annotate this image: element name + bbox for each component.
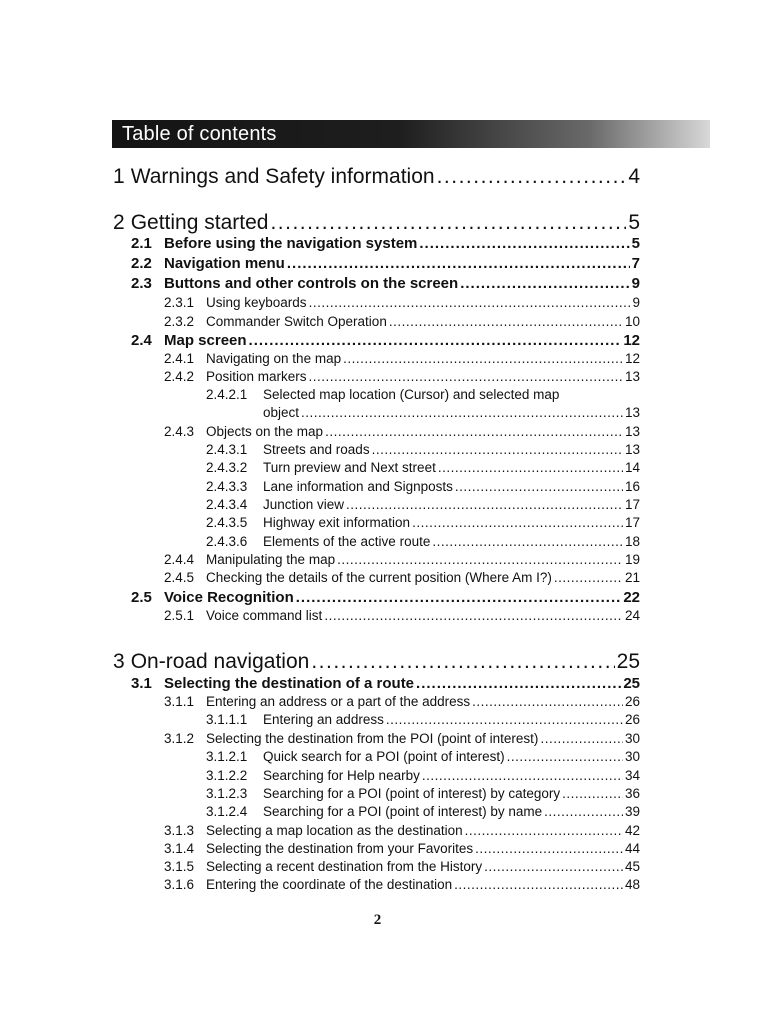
toc-entry-title: Turn preview and Next street (263, 460, 436, 475)
dot-leader (270, 210, 626, 236)
dot-leader (311, 649, 614, 675)
dot-leader (419, 234, 629, 254)
toc-entry-title: Buttons and other controls on the screen (164, 275, 459, 292)
dot-leader (460, 274, 629, 294)
toc-entry-2-4-2-1-cont[interactable] (263, 404, 640, 422)
toc-entry-number: 3.1.2.3 (206, 786, 248, 801)
toc-entry-page: 19 (624, 552, 640, 567)
dot-leader (343, 350, 623, 368)
toc-entry-title: Highway exit information (263, 515, 411, 530)
toc-entry-title: Selecting a recent destination from the History (206, 859, 483, 874)
toc-entry-title: Voice command list (206, 608, 323, 623)
toc-entry-3-1-1[interactable] (164, 693, 640, 711)
toc-entry-2-4-4[interactable] (164, 551, 640, 569)
toc-entry-page: 5 (628, 211, 640, 234)
toc-entry-number: 3.1.4 (164, 841, 195, 856)
toc-entry-page: 10 (624, 314, 640, 329)
toc-entry-title: Selecting the destination of a route (164, 675, 415, 692)
toc-entry-page: 13 (624, 369, 640, 384)
dot-leader (287, 254, 630, 274)
dot-leader (389, 313, 623, 331)
toc-entry-number: 2.3 (131, 275, 152, 292)
toc-entry-number: 2.4.5 (164, 570, 195, 585)
toc-entry-2-4-3-6[interactable] (206, 533, 640, 551)
toc-entry-page: 16 (624, 479, 640, 494)
toc-entry-title: Entering the coordinate of the destination (206, 877, 453, 892)
toc-entry-3-1-2[interactable] (164, 730, 640, 748)
toc-entry-page: 25 (616, 650, 640, 673)
toc-entry-title: Entering an address or a part of the address (206, 694, 471, 709)
toc-entry-page: 26 (624, 712, 640, 727)
toc-entry-1[interactable] (113, 164, 640, 190)
toc-entry-3-1-2-4[interactable] (206, 803, 640, 821)
toc-entry-title: Entering an address (263, 712, 384, 727)
toc-entry-page: 9 (632, 295, 640, 310)
toc-entry-title: Streets and roads (263, 442, 370, 457)
toc-entry-number: 2.4.3.3 (206, 479, 248, 494)
dot-leader (454, 876, 623, 894)
toc-entry-title: Before using the navigation system (164, 235, 418, 252)
toc-entry-3-1-1-1[interactable] (206, 711, 640, 729)
toc-entry-2-4-3-4[interactable] (206, 496, 640, 514)
toc-entry-page: 48 (624, 877, 640, 892)
toc-entry-2-4-3-3[interactable] (206, 478, 640, 496)
dot-leader (386, 711, 623, 729)
toc-entry-title: Selected map location (Cursor) and selected map (263, 387, 560, 402)
toc-entry-title: Commander Switch Operation (206, 314, 387, 329)
toc-entry-title: Map screen (164, 332, 247, 349)
dot-leader (416, 674, 621, 694)
dot-leader (249, 331, 622, 351)
toc-entry-title: Selecting the destination from your Favorites (206, 841, 474, 856)
toc-entry-title: Manipulating the map (206, 552, 336, 567)
toc-entry-3-1-2-1[interactable] (206, 748, 640, 766)
toc-entry-2-1[interactable] (131, 234, 640, 254)
dot-leader (437, 164, 627, 190)
toc-entry-page: 22 (623, 589, 640, 606)
toc-entry-page: 5 (631, 235, 640, 252)
toc-entry-page: 14 (624, 460, 640, 475)
dot-leader (346, 496, 623, 514)
toc-entry-page: 4 (628, 165, 640, 188)
toc-entry-2-4[interactable] (131, 331, 640, 351)
toc-entry-number: 1 (113, 165, 125, 188)
toc-entry-2-4-5[interactable] (164, 569, 640, 587)
dot-leader (438, 459, 623, 477)
toc-entry-page: 13 (624, 442, 640, 457)
toc-entry-number: 2.4.3.4 (206, 497, 248, 512)
dot-leader (554, 569, 623, 587)
toc-entry-number: 3.1.1.1 (206, 712, 248, 727)
toc-entry-2-2[interactable] (131, 254, 640, 274)
toc-header-bar (112, 120, 710, 148)
toc-entry-2-3-2[interactable] (164, 313, 640, 331)
toc-entry-2-3[interactable] (131, 274, 640, 294)
dot-leader (412, 514, 623, 532)
toc-entry-title: On-road navigation (130, 650, 310, 673)
toc-entry-3-1-3[interactable] (164, 822, 640, 840)
dot-leader (372, 441, 623, 459)
toc-entry-3-1[interactable] (131, 674, 640, 694)
toc-entry-number: 3.1.2.2 (206, 768, 248, 783)
toc-entry-3-1-5[interactable] (164, 858, 640, 876)
toc-entry-number: 3.1 (131, 675, 152, 692)
toc-entry-number: 3.1.2.1 (206, 749, 248, 764)
toc-entry-page: 12 (623, 332, 640, 349)
toc-entry-number: 2 (113, 211, 125, 234)
toc-entry-2[interactable] (113, 210, 640, 236)
toc-entry-3[interactable] (113, 649, 640, 675)
toc-entry-title: Junction view (263, 497, 345, 512)
toc-entry-page: 36 (624, 786, 640, 801)
dot-leader (296, 588, 622, 608)
toc-entry-title: Getting started (130, 211, 269, 234)
toc-entry-number: 3.1.6 (164, 877, 195, 892)
page-title: Table of contents (122, 123, 277, 145)
toc-entry-2-4-3[interactable] (164, 423, 640, 441)
toc-entry-title: Lane information and Signposts (263, 479, 453, 494)
toc-entry-number: 3 (113, 650, 125, 673)
toc-entry-page: 17 (624, 497, 640, 512)
dot-leader (301, 404, 623, 422)
dot-leader (455, 478, 623, 496)
toc-entry-2-4-2[interactable] (164, 368, 640, 386)
toc-entry-page: 17 (624, 515, 640, 530)
toc-entry-page: 34 (624, 768, 640, 783)
toc-entry-2-5[interactable] (131, 588, 640, 608)
toc-entry-2-5-1[interactable] (164, 607, 640, 625)
toc-entry-page: 7 (631, 255, 640, 272)
toc-entry-title: Navigating on the map (206, 351, 342, 366)
toc-entry-number: 2.4.3.5 (206, 515, 248, 530)
toc-entry-title-continued: object (263, 405, 300, 420)
toc-entry-title: Position markers (206, 369, 307, 384)
toc-entry-title: Searching for a POI (point of interest) by category (263, 786, 561, 801)
toc-entry-2-4-2-1[interactable] (206, 386, 559, 404)
toc-entry-number: 2.5 (131, 589, 152, 606)
toc-entry-number: 3.1.5 (164, 859, 195, 874)
toc-entry-page: 9 (631, 275, 640, 292)
toc-entry-3-1-2-2[interactable] (206, 767, 640, 785)
toc-entry-title: Selecting a map location as the destination (206, 823, 463, 838)
toc-entry-number: 3.1.3 (164, 823, 195, 838)
dot-leader (309, 368, 623, 386)
toc-entry-title: Elements of the active route (263, 534, 431, 549)
toc-entry-number: 3.1.1 (164, 694, 195, 709)
toc-entry-number: 2.4.1 (164, 351, 195, 366)
dot-leader (484, 858, 623, 876)
toc-entry-page: 25 (623, 675, 640, 692)
toc-entry-2-4-3-2[interactable] (206, 459, 640, 477)
toc-entry-title: Objects on the map (206, 424, 324, 439)
toc-entry-title: Selecting the destination from the POI (point of interest) (206, 731, 539, 746)
toc-entry-page: 24 (624, 608, 640, 623)
toc-entry-number: 2.4.3.1 (206, 442, 248, 457)
toc-entry-number: 2.4.3 (164, 424, 195, 439)
toc-entry-number: 2.4.2.1 (206, 387, 248, 402)
dot-leader (465, 822, 623, 840)
toc-entry-page: 44 (624, 841, 640, 856)
toc-entry-number: 3.1.2 (164, 731, 195, 746)
toc-entry-title: Searching for Help nearby (263, 768, 420, 783)
toc-entry-page: 21 (624, 570, 640, 585)
dot-leader (562, 785, 623, 803)
toc-entry-number: 2.4.4 (164, 552, 195, 567)
toc-entry-2-4-3-5[interactable] (206, 514, 640, 532)
toc-entry-title: Quick search for a POI (point of interest) (263, 749, 505, 764)
dot-leader (432, 533, 623, 551)
toc-entry-page: 18 (624, 534, 640, 549)
dot-leader (540, 730, 623, 748)
toc-entry-page: 42 (624, 823, 640, 838)
toc-entry-page: 30 (624, 731, 640, 746)
toc-entry-title: Searching for a POI (point of interest) by name (263, 804, 543, 819)
toc-entry-number: 2.2 (131, 255, 152, 272)
toc-entry-number: 2.1 (131, 235, 152, 252)
toc-entry-title: Navigation menu (164, 255, 285, 272)
toc-entry-2-4-1[interactable] (164, 350, 640, 368)
toc-entry-page: 45 (624, 859, 640, 874)
toc-entry-number: 2.3.1 (164, 295, 195, 310)
toc-entry-title: Checking the details of the current position (Where Am I?) (206, 570, 552, 585)
dot-leader (324, 607, 623, 625)
dot-leader (325, 423, 623, 441)
toc-entry-page: 26 (624, 694, 640, 709)
dot-leader (507, 748, 623, 766)
toc-entry-page: 13 (624, 405, 640, 420)
toc-entry-2-3-1[interactable] (164, 294, 640, 312)
dot-leader (544, 803, 623, 821)
toc-entry-3-1-2-3[interactable] (206, 785, 640, 803)
toc-entry-title: Voice Recognition (164, 589, 294, 606)
toc-entry-page: 13 (624, 424, 640, 439)
page-number: 2 (373, 912, 382, 928)
toc-entry-number: 2.5.1 (164, 608, 195, 623)
toc-entry-page: 39 (624, 804, 640, 819)
toc-entry-title: Warnings and Safety information (130, 165, 435, 188)
toc-entry-number: 2.4.2 (164, 369, 195, 384)
toc-entry-page: 30 (624, 749, 640, 764)
toc-entry-3-1-6[interactable] (164, 876, 640, 894)
toc-entry-3-1-4[interactable] (164, 840, 640, 858)
toc-entry-2-4-3-1[interactable] (206, 441, 640, 459)
toc-entry-number: 3.1.2.4 (206, 804, 248, 819)
toc-entry-number: 2.4 (131, 332, 152, 349)
toc-entry-page: 12 (624, 351, 640, 366)
toc-entry-title: Using keyboards (206, 295, 307, 310)
toc-entry-number: 2.4.3.2 (206, 460, 248, 475)
dot-leader (309, 294, 631, 312)
dot-leader (337, 551, 623, 569)
dot-leader (422, 767, 623, 785)
toc-entry-number: 2.3.2 (164, 314, 195, 329)
dot-leader (472, 693, 623, 711)
dot-leader (475, 840, 623, 858)
toc-entry-number: 2.4.3.6 (206, 534, 248, 549)
